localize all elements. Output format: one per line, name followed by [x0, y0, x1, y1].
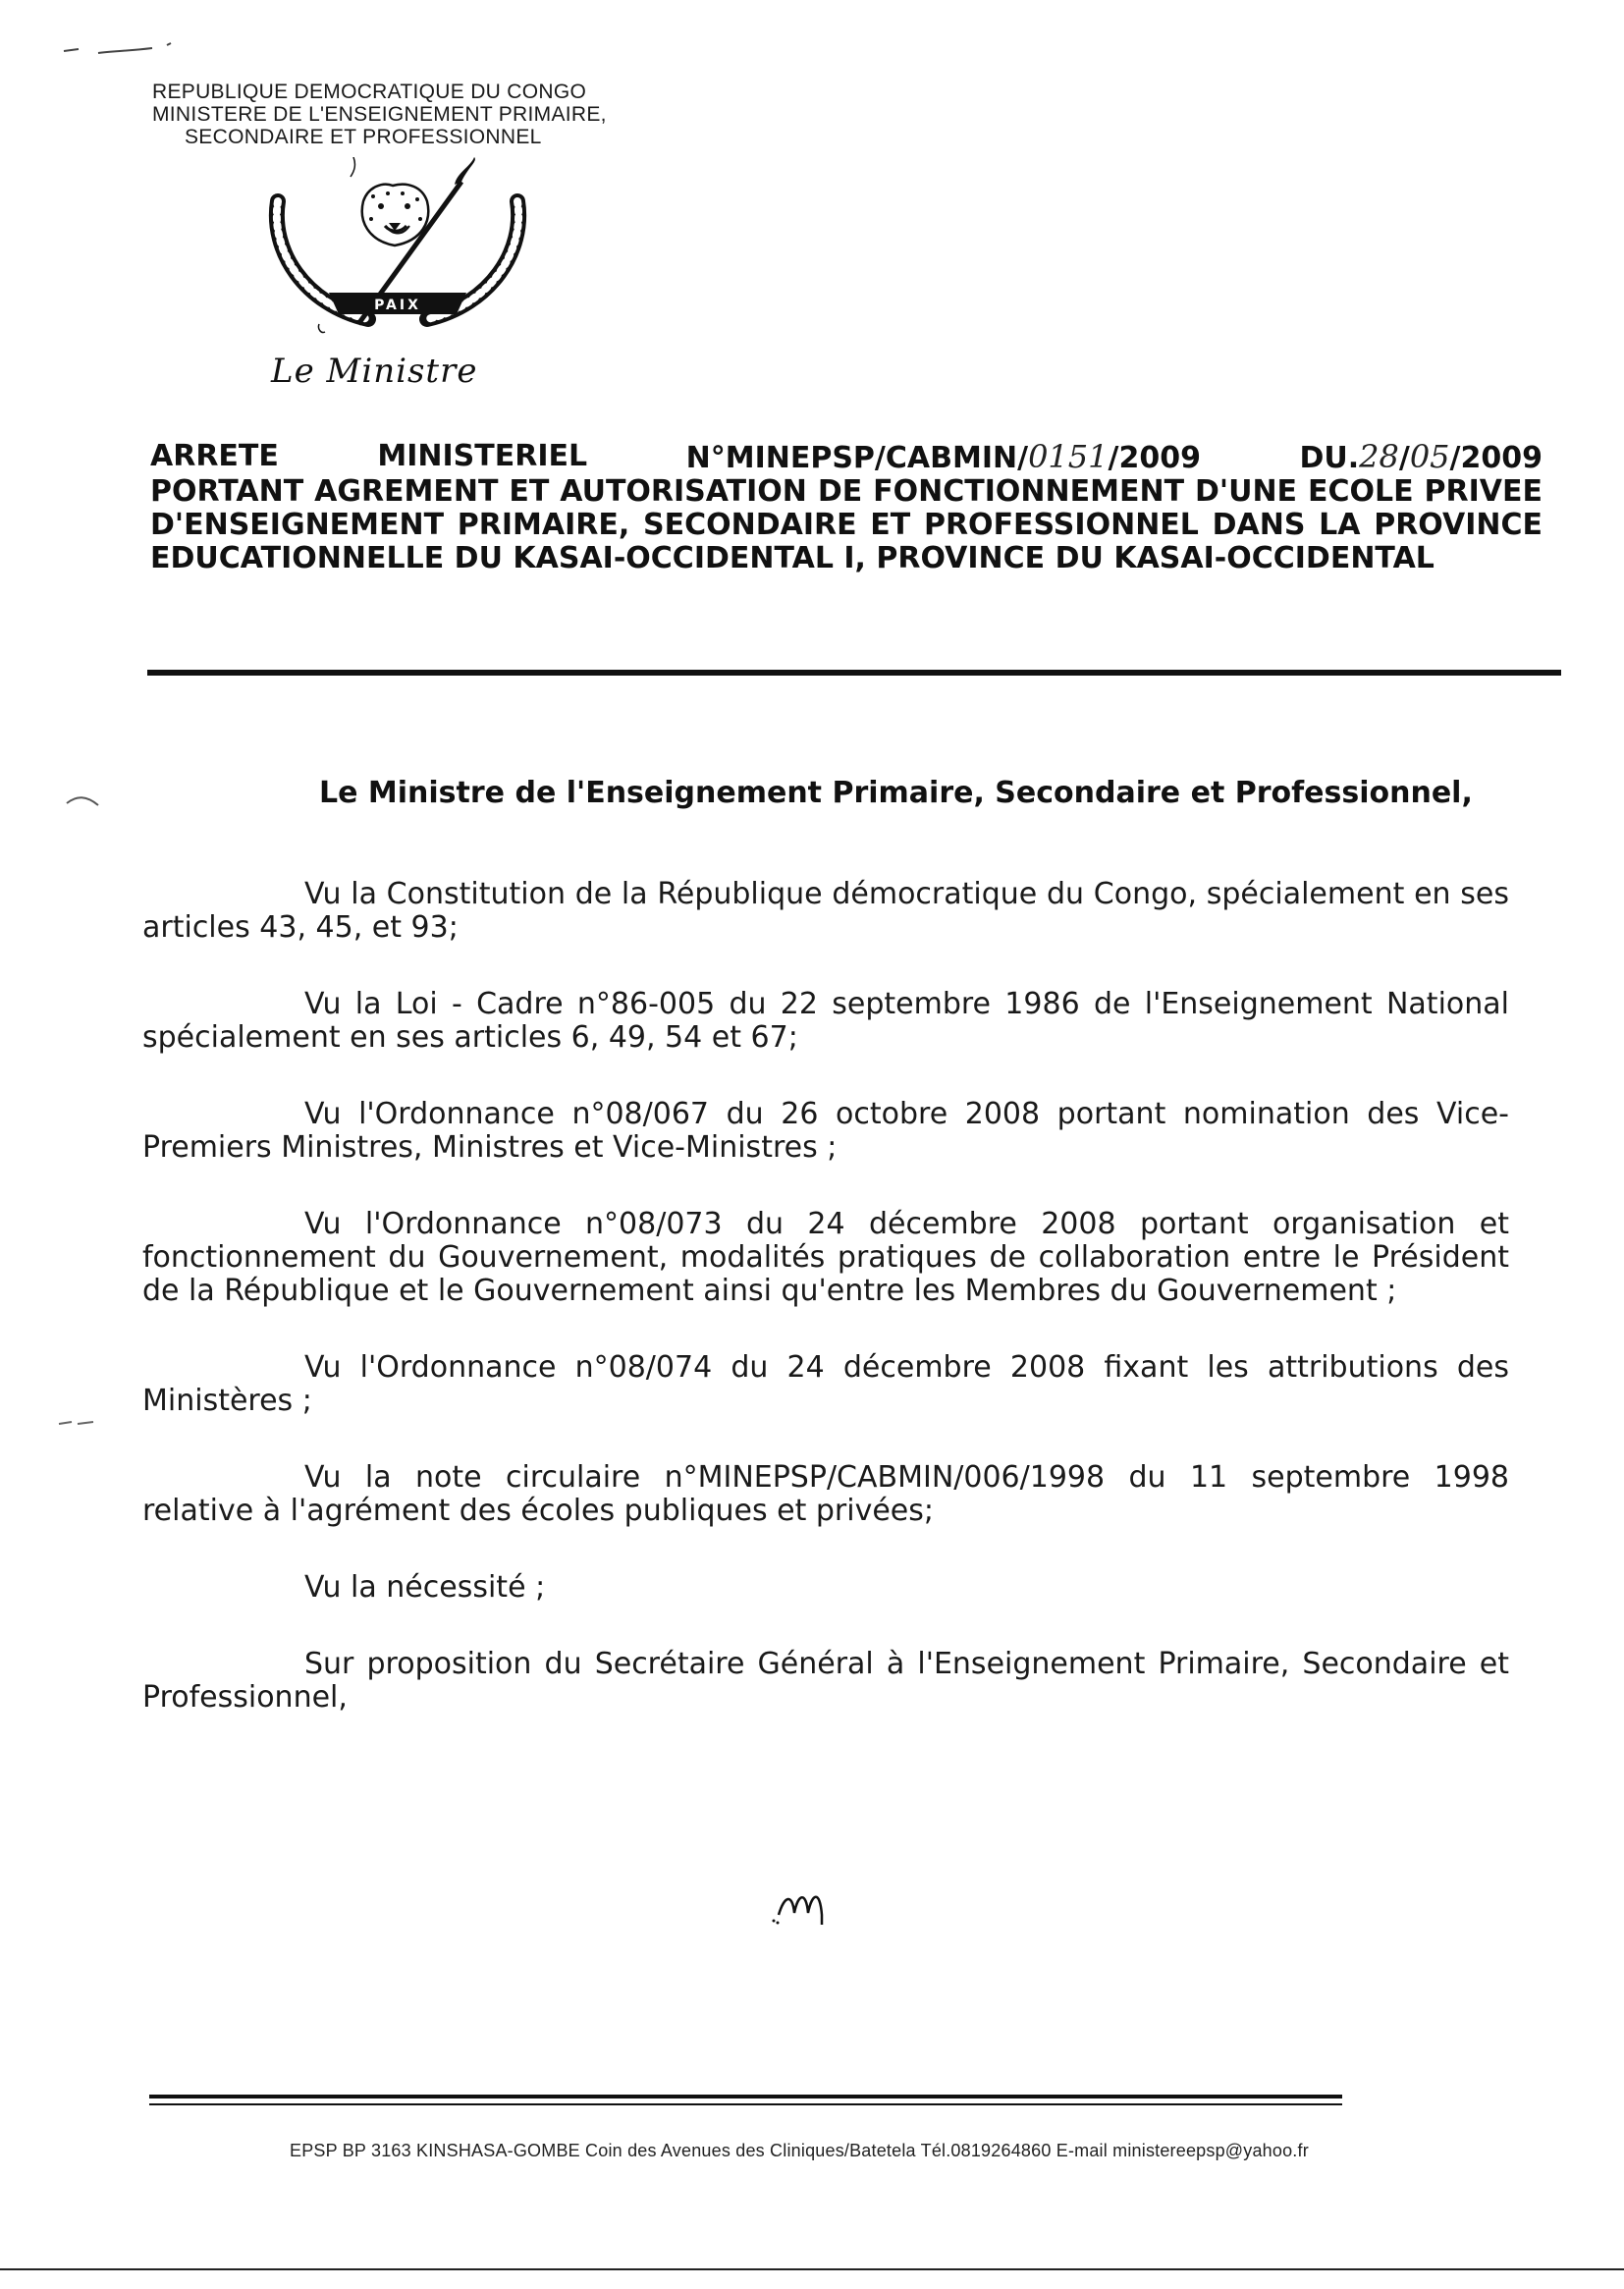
decree-word-arrete: ARRETE [150, 439, 279, 473]
considerant-paragraph: Vu la Constitution de la République démocratique du Congo, spécialement en ses articles 43, 45, et 93; [142, 877, 1509, 945]
footer-rule-thick [149, 2095, 1342, 2098]
decree-number-line [150, 440, 1543, 475]
letterhead-ministry: MINISTERE DE L'ENSEIGNEMENT PRIMAIRE, [152, 103, 607, 126]
letterhead [152, 81, 607, 148]
title-separator [147, 670, 1561, 676]
scan-edge-line [0, 2268, 1624, 2270]
considerant-paragraph: Vu l'Ordonnance n°08/074 du 24 décembre 2008 fixant les attributions des Ministères ; [142, 1350, 1509, 1418]
handwritten-day: 28 [1359, 438, 1399, 475]
coat-of-arms-emblem [260, 157, 535, 334]
decree-title [150, 440, 1543, 575]
minister-heading: Le Ministre de l'Enseignement Primaire, Secondaire et Professionnel, [319, 776, 1473, 810]
scan-mark-left-2 [54, 1414, 103, 1434]
considerant-paragraph: Vu la nécessité ; [304, 1570, 546, 1605]
decree-date: DU.28/05/2009 [1299, 438, 1543, 475]
considerant-paragraph: Vu l'Ordonnance n°08/073 du 24 décembre 2008 portant organisation et fonctionnement du Gouvernement, modalités pratiques de collaboration entre le Président de la République et le Gouvernement ainsi qu'entre les Membres du Gouvernement ; [142, 1207, 1509, 1308]
considerant-paragraph: Vu l'Ordonnance n°08/067 du 26 octobre 2008 portant nomination des Vice-Premiers Ministres, Ministres et Vice-Ministres ; [142, 1097, 1509, 1165]
footer-rule-thin [149, 2103, 1342, 2105]
considerant-paragraph: Vu la note circulaire n°MINEPSP/CABMIN/006/1998 du 11 septembre 1998 relative à l'agrément des écoles publiques et privées; [142, 1460, 1509, 1528]
decree-number: N°MINEPSP/CABMIN/0151/2009 [685, 438, 1201, 475]
footer-address: EPSP BP 3163 KINSHASA-GOMBE Coin des Avenues des Cliniques/Batetela Tél.0819264860 E-mail ministereepsp@yahoo.fr [290, 2141, 1309, 2160]
decree-word-ministeriel: MINISTERIEL [377, 439, 588, 473]
decree-subject: PORTANT AGREMENT ET AUTORISATION DE FONCTIONNEMENT D'UNE ECOLE PRIVEE D'ENSEIGNEMENT PRIMAIRE, SECONDAIRE ET PROFESSIONNEL DANS LA PROVINCE EDUCATIONNELLE DU KASAI-OCCIDENTAL I, PROVINCE DU KASAI-OCCIDENTAL [150, 474, 1543, 575]
scan-mark-left-1 [59, 786, 108, 815]
considerant-paragraph: Sur proposition du Secrétaire Général à l'Enseignement Primaire, Secondaire et Professionnel, [142, 1647, 1509, 1715]
handwritten-month: 05 [1409, 438, 1450, 475]
minister-signature-title: Le Ministre [271, 352, 478, 391]
emblem-motto: PAIX [374, 298, 421, 313]
handwritten-initials [771, 1876, 849, 1935]
letterhead-ministry-cont: SECONDAIRE ET PROFESSIONNEL [185, 126, 542, 148]
considerant-paragraph: Vu la Loi - Cadre n°86-005 du 22 septembre 1986 de l'Enseignement National spécialement en ses articles 6, 49, 54 et 67; [142, 987, 1509, 1055]
handwritten-number: 0151 [1028, 438, 1109, 475]
scan-mark-top-left [59, 39, 177, 59]
considerants [142, 878, 1509, 1715]
letterhead-country: REPUBLIQUE DEMOCRATIQUE DU CONGO [152, 81, 587, 103]
